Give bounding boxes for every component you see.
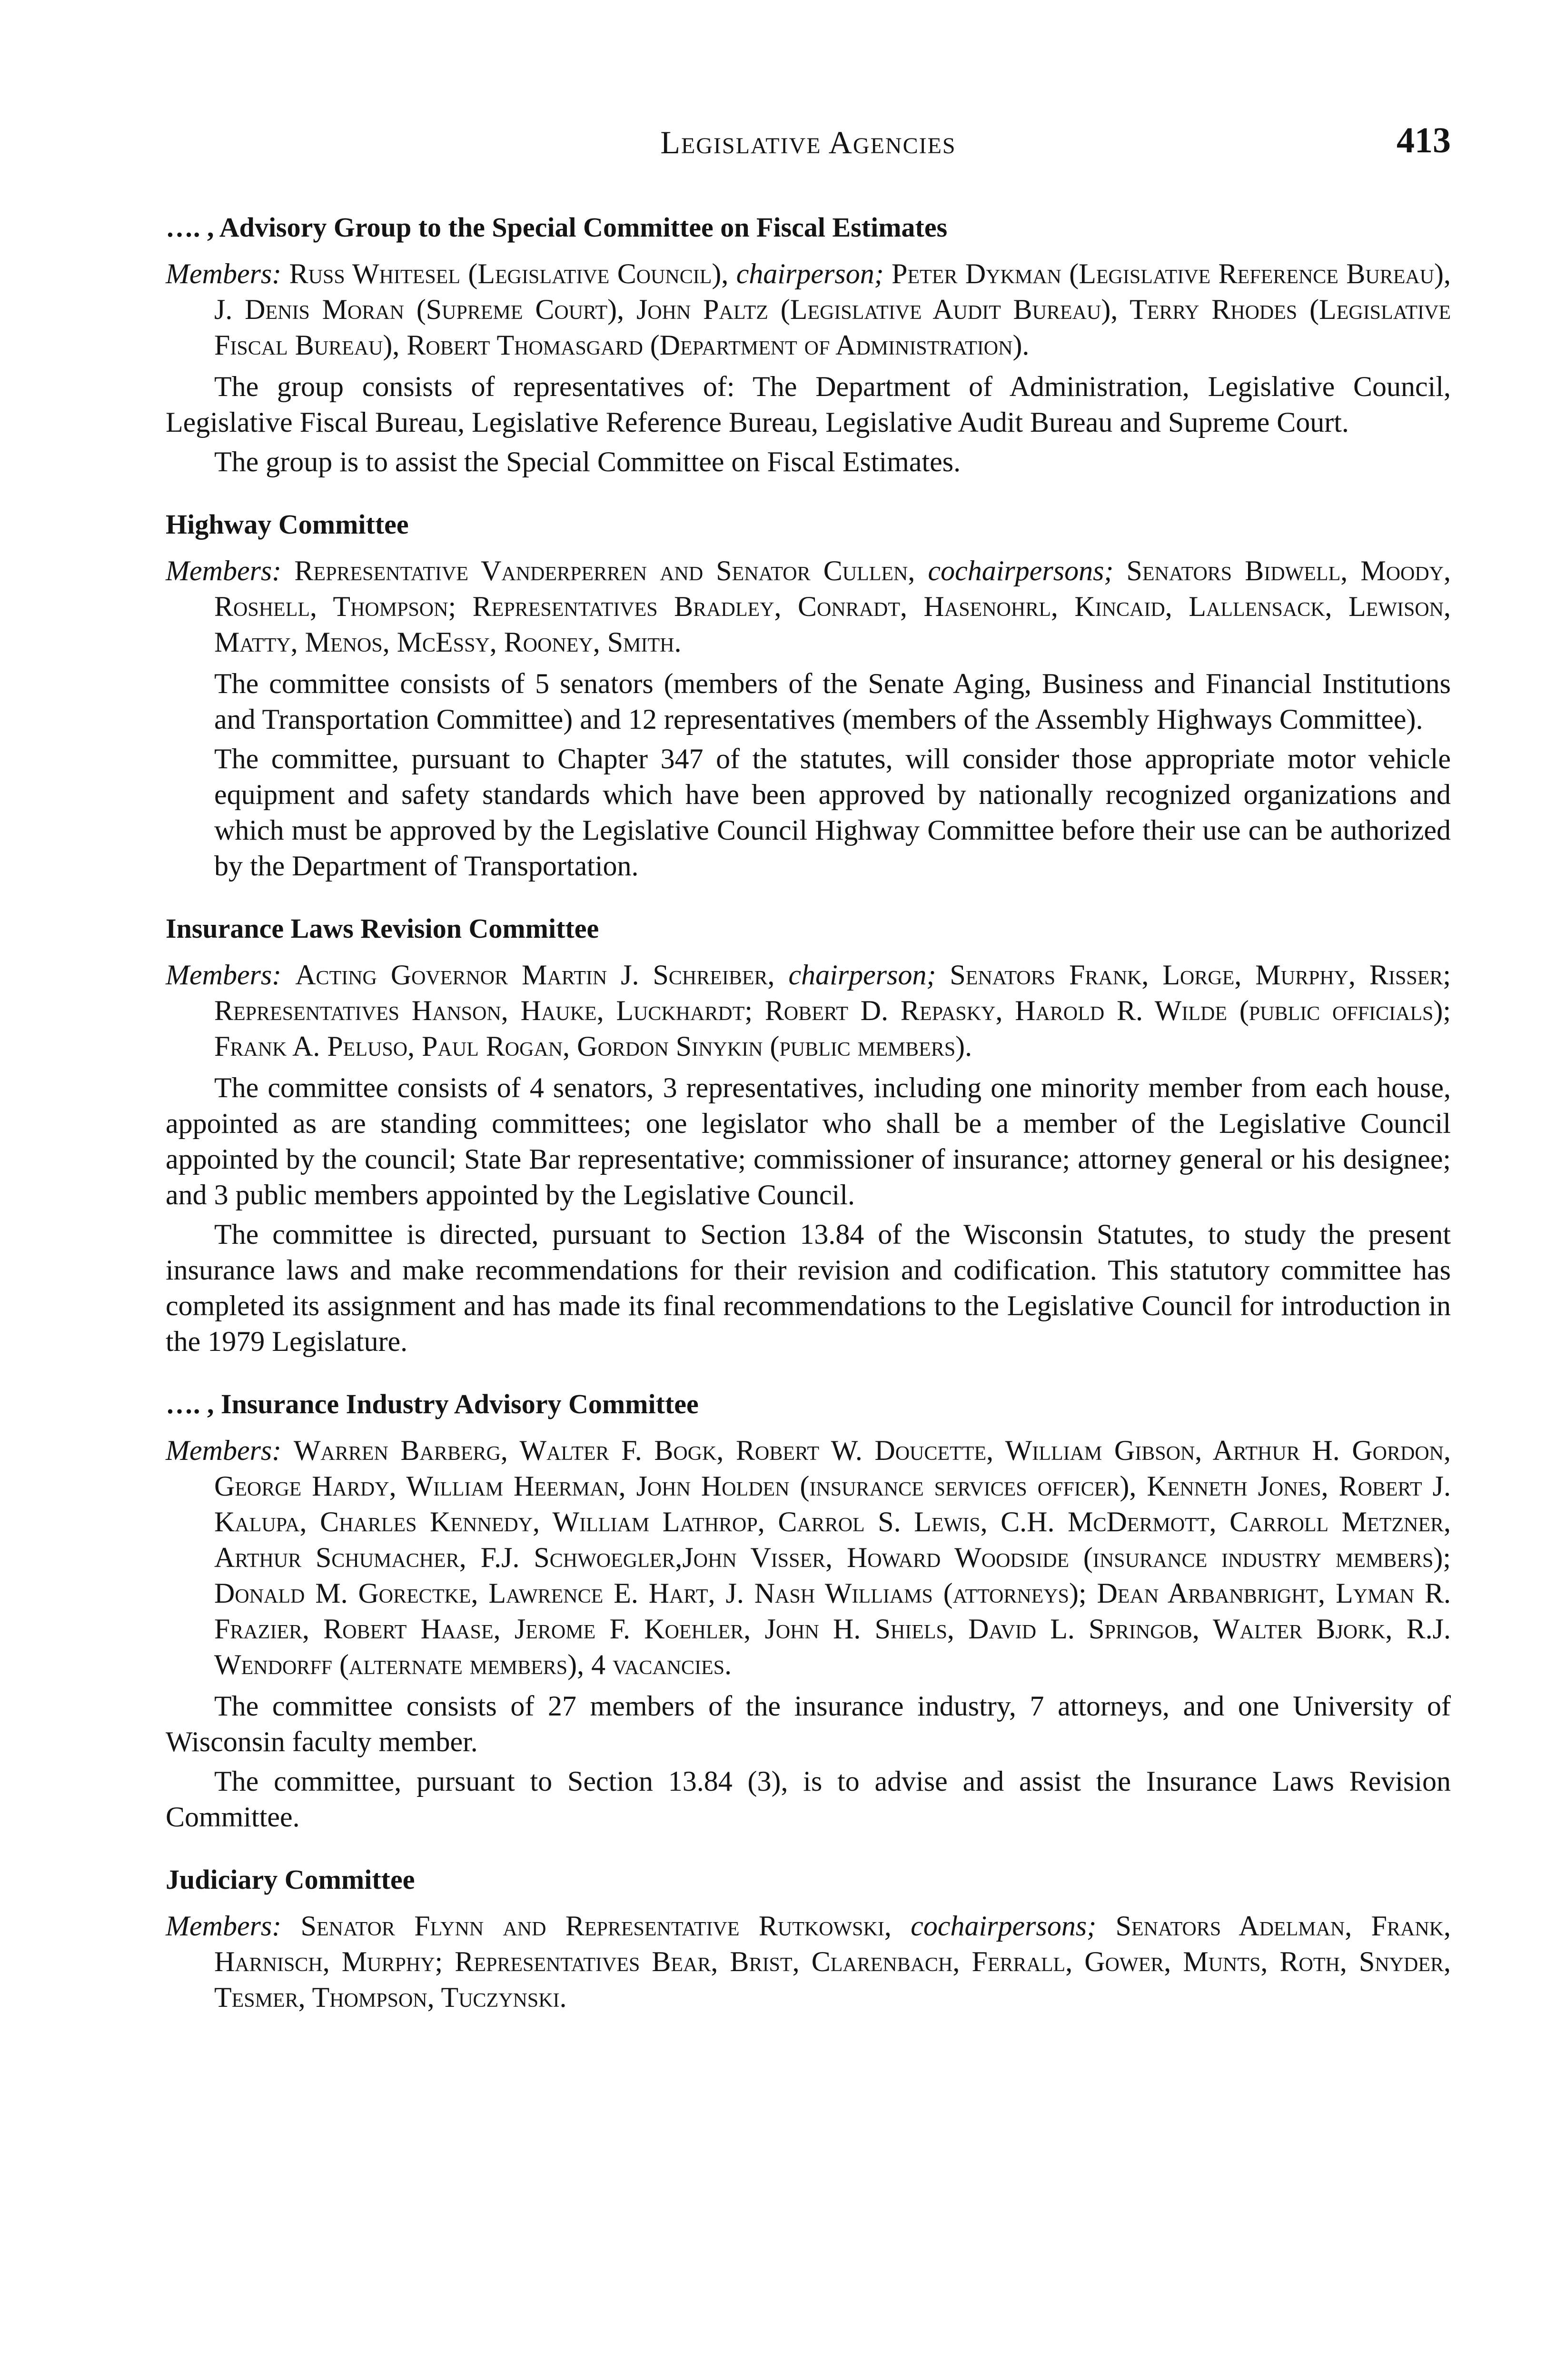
members-names: Russ Whitesel (Legislative Council), — [289, 258, 736, 289]
members-names-cont: Peter Dykman (Legislative Reference Bureau), J. Denis Moran (Supreme Court), John Paltz (Legislative Audit Bureau), Terry Rhodes (Legislative Fiscal Bureau), Robert Thomasgard (Department of Administration). — [214, 258, 1451, 361]
members-label: Members: — [166, 555, 282, 586]
members-label: Members: — [166, 959, 282, 991]
members-label: Members: — [166, 258, 282, 289]
members-label: Members: — [166, 1435, 282, 1466]
section-title: …. , Advisory Group to the Special Committee on Fiscal Estimates — [166, 212, 948, 243]
members-role: cochairpersons; — [928, 555, 1114, 586]
members-names: Representative Vanderperren and Senator Cullen, — [294, 555, 928, 586]
members-names-cont: Senators Adelman, Frank, Harnisch, Murphy; Representatives Bear, Brist, Clarenbach, Ferrall, Gower, Munts, Roth, Snyder, Tesmer, Thompson, Tuczynski. — [214, 1910, 1451, 2013]
section-paragraph: The committee consists of 27 members of the insurance industry, 7 attorneys, and one University of Wisconsin faculty member. — [166, 1690, 1451, 1757]
members-label: Members: — [166, 1910, 282, 1942]
section-judiciary-committee — [166, 1862, 1451, 2015]
members-role: cochairpersons; — [911, 1910, 1097, 1942]
members-names: Senator Flynn and Representative Rutkowski, — [300, 1910, 911, 1942]
section-highway-committee — [166, 506, 1451, 884]
section-title: Insurance Laws Revision Committee — [166, 913, 599, 944]
section-paragraph: The group consists of representatives of: The Department of Administration, Legislative Council, Legislative Fiscal Bureau, Legislative Reference Bureau, Legislative Audit Bureau and Supreme Court. — [166, 371, 1451, 438]
members-list — [166, 1908, 1451, 2015]
section-insurance-industry-advisory-committee — [166, 1386, 1451, 1835]
section-paragraph: The committee consists of 5 senators (members of the Senate Aging, Business and Financial Institutions and Transportation Committee) and 12 representatives (members of the Assembly Highways Committee). — [214, 668, 1451, 735]
members-list — [166, 256, 1451, 363]
section-advisory-group-fiscal-estimates — [166, 209, 1451, 480]
section-paragraph: The committee consists of 4 senators, 3 representatives, including one minority member from each house, appointed as are standing committees; one legislator who shall be a member of the Legislative Council appointed by the council; State Bar representative; commissioner of insurance; attorney general or his designee; and 3 public members appointed by the Legislative Council. — [166, 1072, 1451, 1210]
page-header — [166, 120, 1451, 168]
section-paragraph: The committee, pursuant to Chapter 347 of the statutes, will consider those appropriate motor vehicle equipment and safety standards which have been approved by nationally recognized organizations and which must be approved by the Legislative Council Highway Committee before their use can be authorized by the Department of Transportation. — [214, 743, 1451, 882]
section-title: …. , Insurance Industry Advisory Committee — [166, 1388, 699, 1419]
members-names: Acting Governor Martin J. Schreiber, — [295, 959, 789, 991]
members-names: Warren Barberg, Walter F. Bogk, Robert W. Doucette, William Gibson, Arthur H. Gordon, George Hardy, William Heerman, John Holden (insurance services officer), Kenneth Jones, Robert J. Kalupa, Charles Kennedy, William Lathrop, Carrol S. Lewis, C.H. McDermott, Carroll Metzner, Arthur Schumacher, F.J. Schwoegler,John Visser, Howard Woodside (insurance industry members); Donald M. Gorectke, Lawrence E. Hart, J. Nash Williams (attorneys); Dean Arbanbright, Lyman R. Frazier, Robert Haase, Jerome F. Koehler, John H. Shiels, David L. Springob, Walter Bjork, R.J. Wendorff (alternate members), 4 vacancies. — [214, 1435, 1451, 1680]
page-number: 413 — [1397, 120, 1451, 160]
members-names-cont: Senators Bidwell, Moody, Roshell, Thompson; Representatives Bradley, Conradt, Hasenohrl, Kincaid, Lallensack, Lewison, Matty, Menos, McEssy, Rooney, Smith. — [214, 555, 1451, 658]
members-role: chairperson; — [736, 258, 884, 289]
section-paragraph: The group is to assist the Special Committee on Fiscal Estimates. — [214, 446, 961, 477]
members-list — [166, 1433, 1451, 1683]
page-content — [166, 209, 1451, 2042]
section-paragraph: The committee, pursuant to Section 13.84 (3), is to advise and assist the Insurance Laws Revision Committee. — [166, 1765, 1451, 1833]
running-head: Legislative Agencies — [660, 124, 956, 160]
section-paragraph: The committee is directed, pursuant to Section 13.84 of the Wisconsin Statutes, to study the present insurance laws and make recommendations for their revision and codification. This statutory committee has completed its assignment and has made its final recommendations to the Legislative Council for introduction in the 1979 Legislature. — [166, 1219, 1451, 1357]
section-title: Judiciary Committee — [166, 1864, 415, 1895]
section-insurance-laws-revision-committee — [166, 911, 1451, 1359]
members-list — [166, 957, 1451, 1064]
members-names-cont: Senators Frank, Lorge, Murphy, Risser; Representatives Hanson, Hauke, Luckhardt; Robert D. Repasky, Harold R. Wilde (public officials); Frank A. Peluso, Paul Rogan, Gordon Sinykin (public members). — [214, 959, 1451, 1062]
members-list — [166, 553, 1451, 660]
section-title: Highway Committee — [166, 509, 409, 540]
members-role: chairperson; — [788, 959, 936, 991]
